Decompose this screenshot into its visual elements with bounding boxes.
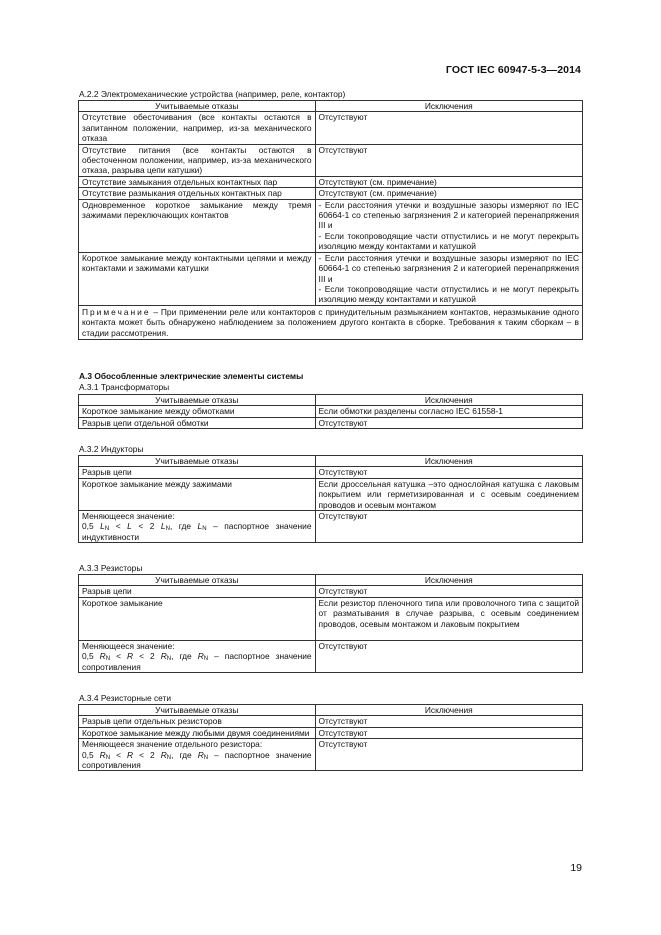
- exclusion-cell: Отсутствуют: [315, 739, 582, 771]
- section-a34-caption: А.3.4 Резисторные сети: [79, 693, 172, 703]
- column-header-exclusions: Исключения: [315, 575, 582, 586]
- fault-cell: Короткое замыкание: [79, 597, 316, 640]
- table-row: [79, 467, 583, 478]
- exclusion-cell: Отсутствуют: [315, 144, 582, 176]
- varying-value-label: Меняющееся значение:: [82, 511, 175, 522]
- column-header-faults: Учитываемые отказы: [79, 705, 316, 716]
- table-header-row: [79, 456, 583, 467]
- exclusion-cell: Отсутствуют: [315, 727, 582, 738]
- table-row: [79, 252, 583, 305]
- fault-cell: [79, 739, 316, 771]
- note-text: – При применении реле или контакторов с принудительным размыканием контактов, неразмыкание одного контакта может быть обнаружено наблюдением за положением другого контакта в сборке. Требования к таким сборкам – в стадии рассмотрения.: [82, 306, 579, 338]
- table-row: [79, 144, 583, 176]
- table-row: [79, 716, 583, 727]
- exclusion-cell: Отсутствуют: [315, 716, 582, 727]
- note-row: [79, 305, 583, 339]
- formula-symbol: R: [160, 651, 167, 662]
- varying-value-label: Меняющееся значение отдельного резистора:: [82, 739, 263, 750]
- note-label: Примечание: [82, 306, 151, 317]
- fault-cell: Отсутствие замыкания отдельных контактных пар: [79, 176, 316, 187]
- formula-text: <: [109, 521, 128, 532]
- formula-text: – паспортное значение сопротивления: [82, 651, 312, 672]
- formula-text: – паспортное значение сопротивления: [82, 749, 312, 771]
- formula-subscript: N: [104, 526, 110, 533]
- fault-cell: Разрыв цепи отдельных резисторов: [79, 716, 316, 727]
- table-row: [79, 406, 583, 417]
- varying-value-label: Меняющееся значение:: [82, 640, 175, 651]
- fault-cell: Разрыв цепи: [79, 467, 316, 478]
- formula-text: , где: [171, 749, 198, 760]
- column-header-exclusions: Исключения: [315, 705, 582, 716]
- column-header-exclusions: Исключения: [315, 456, 582, 467]
- column-header-faults: Учитываемые отказы: [79, 575, 316, 586]
- table-header-row: [79, 705, 583, 716]
- formula-subscript: N: [165, 526, 170, 533]
- section-a3-title: А.3 Обособленные электрические элементы системы: [79, 371, 304, 381]
- table-a34: [78, 704, 583, 771]
- formula-symbol: L: [100, 521, 105, 532]
- fault-cell: Отсутствие питания (все контакты остаются в обесточенном положении, например, из-за механического отказа, разрыва цепи катушки): [79, 144, 316, 176]
- table-header-row: [79, 395, 583, 406]
- fault-cell: [79, 640, 316, 672]
- table-header-row: [79, 575, 583, 586]
- exclusion-cell: Отсутствуют: [315, 417, 582, 428]
- formula-text: <: [110, 749, 128, 760]
- formula-text: – паспортное значение индуктивности: [82, 521, 312, 542]
- table-row: [79, 597, 583, 640]
- formula-symbol: L: [160, 521, 166, 532]
- exclusion-cell: - Если расстояния утечки и воздушные зазоры измеряют по IEC 60664-1 со степенью загрязнения 2 и категорией перенапряжения III и - Если токопроводящие части отпустились и не могут перекрыть изоляцию между контактами и катушкой: [315, 252, 582, 305]
- formula-symbol: R: [99, 651, 106, 662]
- fault-cell: Короткое замыкание между зажимами: [79, 478, 316, 510]
- formula-symbol: R: [197, 651, 204, 662]
- fault-cell: Разрыв цепи: [79, 586, 316, 597]
- formula-symbol: R: [197, 749, 204, 760]
- table-row: [79, 727, 583, 738]
- formula-subscript: N: [203, 656, 209, 663]
- formula-subscript: N: [166, 656, 172, 663]
- formula-subscript: N: [105, 754, 111, 761]
- formula-symbol: R: [127, 749, 134, 760]
- formula-symbol: R: [99, 749, 106, 760]
- exclusion-cell: - Если расстояния утечки и воздушные зазоры измеряют по IEC 60664-1 со степенью загрязнения 2 и категорией перенапряжения III и - Если токопроводящие части отпустились и не могут перекрыть изоляцию между контактами и катушкой: [315, 199, 582, 252]
- table-row: [79, 417, 583, 428]
- formula-text: < 2: [133, 749, 161, 760]
- formula-symbol: L: [127, 521, 132, 532]
- formula-text: < 2: [133, 651, 161, 662]
- formula-subscript: N: [166, 754, 172, 761]
- exclusion-cell: Отсутствуют: [315, 112, 582, 144]
- section-a33-caption: А.3.3 Резисторы: [79, 563, 143, 573]
- document-header: ГОСТ IEC 60947-5-3—2014: [445, 64, 581, 76]
- exclusion-cell: Если резистор пленочного типа или проволочного типа с защитой от разматывания в случае разрыва, с осевым соединением проводов, осевым монтажом и лаковым покрытием: [315, 597, 582, 640]
- table-header-row: [79, 101, 583, 112]
- formula-text: <: [110, 651, 128, 662]
- note-cell: [79, 305, 583, 339]
- table-a33: [78, 574, 583, 673]
- page-number: 19: [570, 862, 582, 874]
- column-header-faults: Учитываемые отказы: [79, 456, 316, 467]
- formula-text: 0,5: [82, 521, 101, 532]
- table-row: [79, 640, 583, 672]
- formula-symbol: R: [160, 749, 167, 760]
- formula-text: , где: [171, 651, 198, 662]
- formula-symbol: R: [127, 651, 134, 662]
- formula-text: < 2: [131, 521, 161, 532]
- exclusion-cell: Отсутствуют: [315, 640, 582, 672]
- exclusion-cell: Отсутствуют (см. примечание): [315, 176, 582, 187]
- table-row: [79, 112, 583, 144]
- fault-cell: [79, 511, 316, 543]
- formula-text: , где: [169, 521, 198, 532]
- table-row: [79, 188, 583, 199]
- fault-cell: Короткое замыкание между контактными цепями и между контактами и зажимами катушки: [79, 252, 316, 305]
- table-a22: [78, 100, 583, 340]
- section-a31-caption: А.3.1 Трансформаторы: [79, 382, 170, 392]
- formula-text: 0,5: [82, 749, 100, 760]
- exclusion-cell: Отсутствуют: [315, 511, 582, 543]
- formula-subscript: N: [202, 526, 207, 533]
- table-row: [79, 176, 583, 187]
- fault-cell: Одновременное короткое замыкание между тремя зажимами переключающих контактов: [79, 199, 316, 252]
- exclusion-cell: Отсутствуют: [315, 586, 582, 597]
- fault-cell: Отсутствие размыкания отдельных контактных пар: [79, 188, 316, 199]
- table-a32: [78, 455, 583, 543]
- column-header-exclusions: Исключения: [315, 101, 582, 112]
- table-row: [79, 586, 583, 597]
- table-a31: [78, 394, 583, 429]
- table-row: [79, 199, 583, 252]
- exclusion-cell: Если обмотки разделены согласно IEC 61558-1: [315, 406, 582, 417]
- column-header-faults: Учитываемые отказы: [79, 395, 316, 406]
- exclusion-cell: Отсутствуют (см. примечание): [315, 188, 582, 199]
- fault-cell: Отсутствие обесточивания (все контакты остаются в запитанном положении, например, из-за механического отказа: [79, 112, 316, 144]
- fault-cell: Разрыв цепи отдельной обмотки: [79, 417, 316, 428]
- exclusion-cell: Отсутствуют: [315, 467, 582, 478]
- table-row: [79, 478, 583, 510]
- column-header-exclusions: Исключения: [315, 395, 582, 406]
- section-a32-caption: А.3.2 Индукторы: [79, 444, 144, 454]
- fault-cell: Короткое замыкание между любыми двумя соединениями: [79, 727, 316, 738]
- formula-symbol: L: [197, 521, 203, 532]
- formula-subscript: N: [203, 754, 209, 761]
- formula-subscript: N: [105, 656, 111, 663]
- section-a22-caption: А.2.2 Электромеханические устройства (например, реле, контактор): [79, 89, 346, 99]
- formula-text: 0,5: [82, 651, 100, 662]
- fault-cell: Короткое замыкание между обмотками: [79, 406, 316, 417]
- table-row: [79, 739, 583, 771]
- column-header-faults: Учитываемые отказы: [79, 101, 316, 112]
- exclusion-cell: Если дроссельная катушка –это однослойная катушка с лаковым покрытием или герметизированная и с осевым соединением проводов и осевым монтажом: [315, 478, 582, 510]
- table-row: [79, 511, 583, 543]
